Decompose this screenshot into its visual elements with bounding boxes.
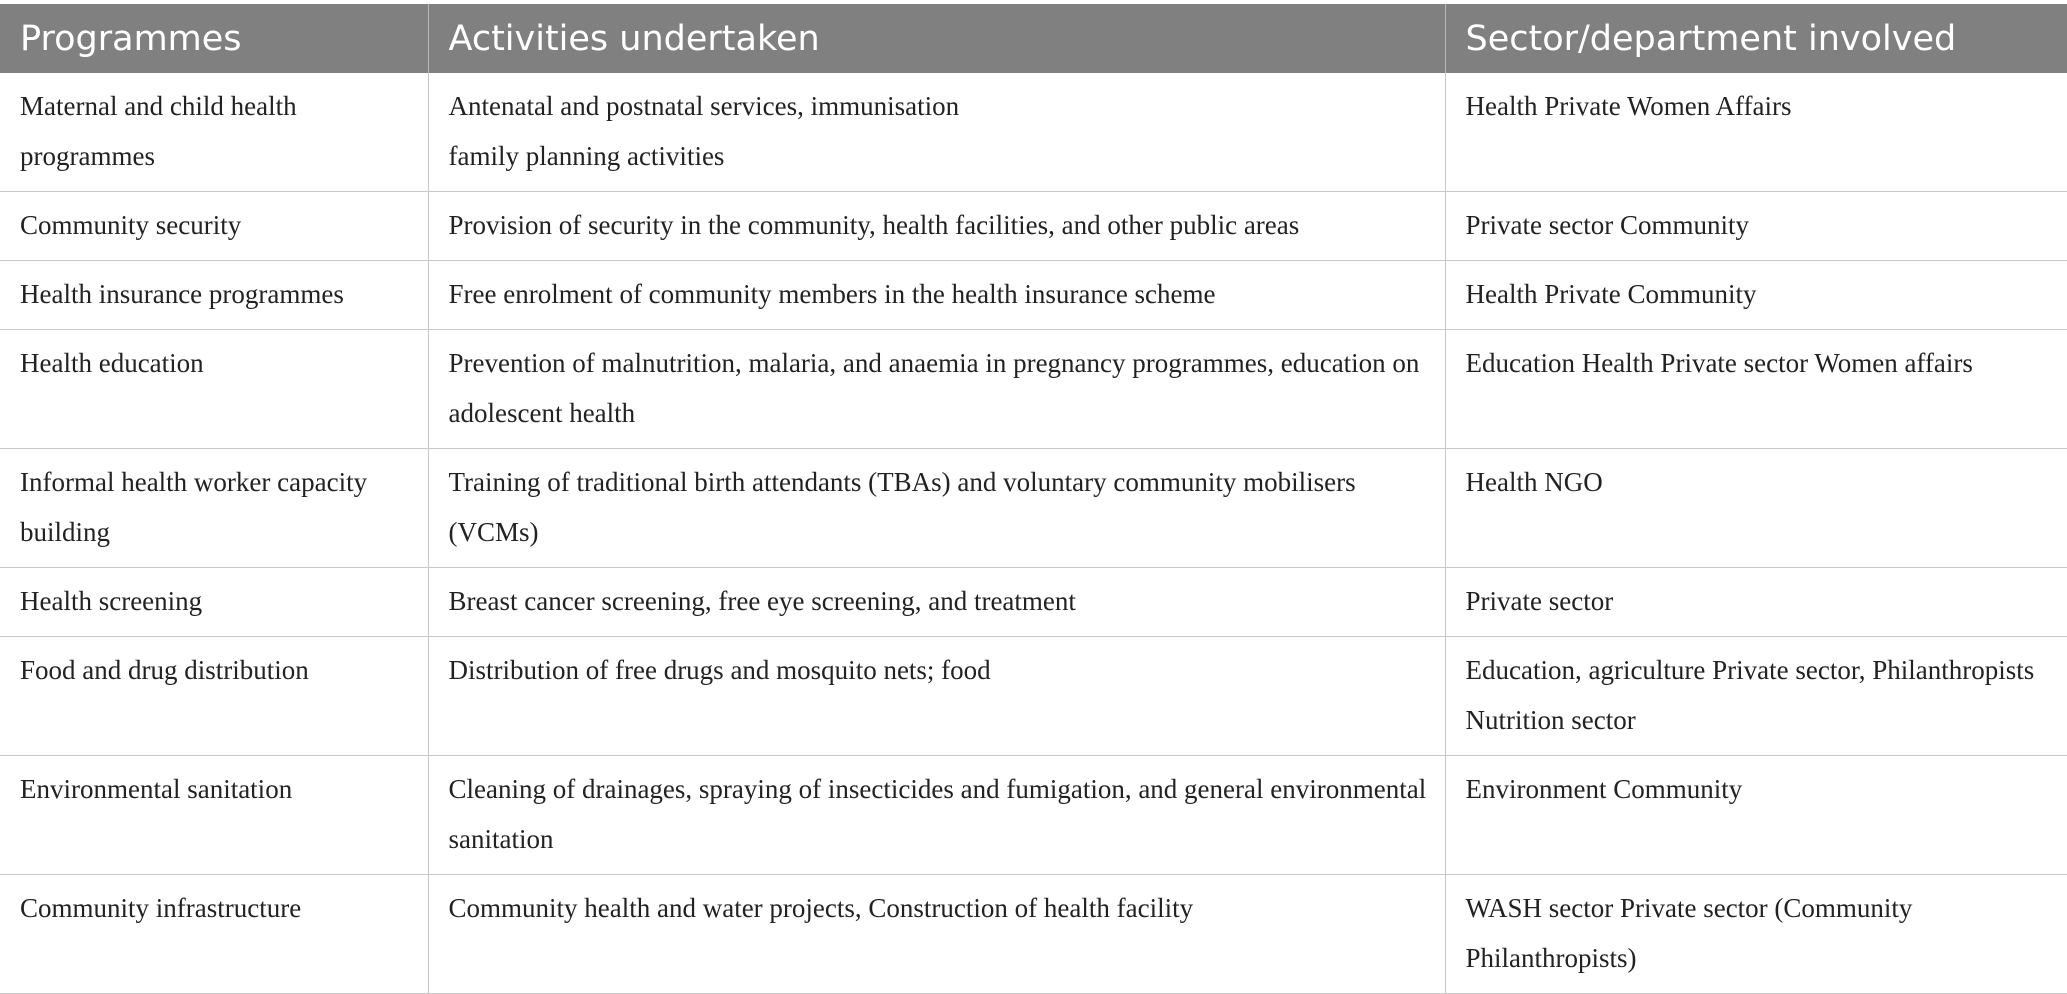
table-header xyxy=(0,4,2067,73)
table-row xyxy=(0,261,2067,330)
header-programmes: Programmes xyxy=(0,4,428,73)
cell-activities: Training of traditional birth attendants (TBAs) and voluntary community mobilisers (VCMs) xyxy=(428,449,1445,568)
cell-activities: Free enrolment of community members in the health insurance scheme xyxy=(428,261,1445,330)
table-row xyxy=(0,568,2067,637)
cell-sector: Education, agriculture Private sector, Philanthropists Nutrition sector xyxy=(1445,637,2067,756)
header-sector: Sector/department involved xyxy=(1445,4,2067,73)
programmes-table xyxy=(0,4,2067,994)
cell-programme: Health insurance programmes xyxy=(0,261,428,330)
cell-programme: Food and drug distribution xyxy=(0,637,428,756)
table-row xyxy=(0,756,2067,875)
header-row xyxy=(0,4,2067,73)
table-row xyxy=(0,330,2067,449)
cell-sector: Health Private Women Affairs xyxy=(1445,73,2067,192)
cell-activities: Antenatal and postnatal services, immunisation family planning activities xyxy=(428,73,1445,192)
cell-programme: Health education xyxy=(0,330,428,449)
table-row xyxy=(0,73,2067,192)
cell-programme: Informal health worker capacity building xyxy=(0,449,428,568)
table-body xyxy=(0,73,2067,994)
programmes-table-container xyxy=(0,4,2067,994)
table-row xyxy=(0,637,2067,756)
table-row xyxy=(0,449,2067,568)
cell-programme: Community security xyxy=(0,192,428,261)
cell-activities: Provision of security in the community, health facilities, and other public areas xyxy=(428,192,1445,261)
cell-sector: Private sector xyxy=(1445,568,2067,637)
cell-sector: Health Private Community xyxy=(1445,261,2067,330)
cell-sector: Education Health Private sector Women affairs xyxy=(1445,330,2067,449)
header-activities: Activities undertaken xyxy=(428,4,1445,73)
cell-sector: WASH sector Private sector (Community Philanthropists) xyxy=(1445,875,2067,994)
table-row xyxy=(0,875,2067,994)
table-row xyxy=(0,192,2067,261)
cell-activities: Prevention of malnutrition, malaria, and anaemia in pregnancy programmes, education on adolescent health xyxy=(428,330,1445,449)
cell-sector: Environment Community xyxy=(1445,756,2067,875)
cell-sector: Private sector Community xyxy=(1445,192,2067,261)
cell-activities: Breast cancer screening, free eye screening, and treatment xyxy=(428,568,1445,637)
cell-programme: Community infrastructure xyxy=(0,875,428,994)
cell-activities: Cleaning of drainages, spraying of insecticides and fumigation, and general environmental sanitation xyxy=(428,756,1445,875)
cell-programme: Maternal and child health programmes xyxy=(0,73,428,192)
cell-activities: Distribution of free drugs and mosquito nets; food xyxy=(428,637,1445,756)
cell-programme: Health screening xyxy=(0,568,428,637)
cell-sector: Health NGO xyxy=(1445,449,2067,568)
cell-programme: Environmental sanitation xyxy=(0,756,428,875)
cell-activities: Community health and water projects, Construction of health facility xyxy=(428,875,1445,994)
